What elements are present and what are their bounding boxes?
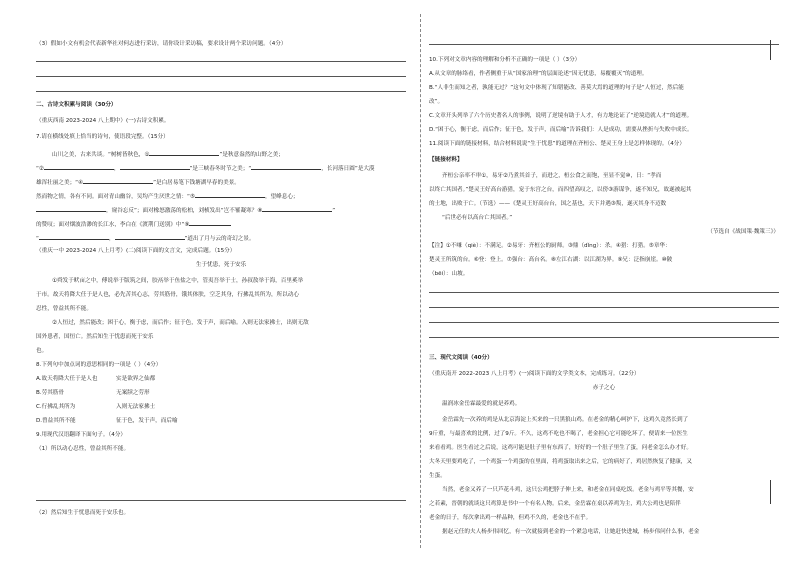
link-line: 的土地，出败于亡。（节选）——《楚灵王好高台台，国之基也，天下并遇③叛，遂灭其身不迈数: [429, 201, 667, 207]
answer-line[interactable]: [429, 307, 779, 308]
annotation-line: 楚灵王所筑的台。⑥登：登上。⑦强台：高台名。⑧左江右湖：以江湖为界。⑨兄：泛指崩崖。⑩陂: [429, 257, 673, 263]
question-10-prompt: 10.下列对文章内容的理解和分析不正确的一项是（ ）（3分）: [429, 57, 581, 63]
fill-blank[interactable]: [44, 163, 114, 170]
question-11-prompt: 11.阅读下面的链接材料，结合材料说说“生于忧患”的道理在齐桓公、楚灵王身上是怎样体现的。（4分）: [429, 141, 685, 147]
link-line: 以终亡其国者。”楚灵王好高台游猎，宠于东宫之台，而四望高叹之，以傍③游谋争，遂不知兄，故遂被起其: [429, 187, 692, 193]
passage-line: 当然，老金又养了一只芦花斗鸡，这只公鸡把脖子伸上来，和老金在同桌吃饭。老金与鸡平等其餐，安: [442, 487, 694, 493]
fill-blank[interactable]: [115, 233, 185, 240]
passage-line: 生蛋。: [429, 473, 446, 479]
fill-blank[interactable]: [251, 163, 321, 170]
question-9-item-1: （1）所以动心忍性，曾益其所不能。: [36, 446, 130, 452]
annotation-line: 【注】①不嗛（qiè）：不满足。②易牙：齐桓公的厨师。③鼎（dǐng）：杀。④猎：打猎。⑤章华：: [429, 243, 671, 249]
question-8-prompt: 8.下列句中加点词的意思相同的一项是（ ）（4分）: [36, 362, 162, 368]
choice-a[interactable]: A.从文章的脉络看，作者侧重于从“国家治理”的层面论述“因无忧患，易覆覆灭”的道理。: [429, 71, 648, 77]
passage-line: 9斤重，与最喜欢的比例，过了9斤。不久，这鸡不吃也不喝了，老金担心它可能吃坏了，便请来一位医生: [429, 431, 688, 437]
link-line: “后世必有以高台亡其国者。”: [442, 215, 513, 221]
answer-line[interactable]: [36, 500, 406, 501]
choice-d[interactable]: D.“困于心，衡于虑，而后作；征于色，发于声，而后喻”告诉我们：人是成功，需要从挫折与失败中成长。: [429, 127, 693, 133]
passage-line: 忍性，曾益其所不能。: [36, 306, 92, 312]
passage-line: 之若素，晋朝的就谈这只鸡算是书中一个有名人物。后来，金岳霖在桌以养鸡为主，鸡大公鸡也是陪伴: [429, 501, 681, 507]
margin-mark: [770, 480, 771, 504]
answer-line[interactable]: [429, 44, 779, 45]
poem-fill-line: “ ， ”道出了月与云的奇幻之景。: [36, 233, 255, 243]
choice-a-pair: 实是欲界之仙都: [116, 376, 156, 382]
choice-c[interactable]: C.行拂乱其所为: [36, 404, 76, 410]
fill-blank[interactable]: [149, 149, 219, 156]
question-9-item-2: （2）然后知生于忧患而死于安乐也。: [36, 510, 130, 516]
passage-line: 来看看鸡。医生看过之后说，这鸡可能是肚子里有东西了，好好的一个肚子里生了蛋，问老金怎么办才好。: [429, 445, 692, 451]
answer-line[interactable]: [429, 322, 779, 323]
section-3-heading: 三、现代文阅读（40分）: [429, 355, 493, 361]
choice-a[interactable]: A.故天将降大任于是人也: [36, 376, 98, 382]
choice-c-pair: 入则无法家拂士: [116, 404, 156, 410]
source-note: （重庆一中 2023-2024 八上月考）(二)阅读下面的文言文，完成后题。（15分）: [36, 248, 236, 254]
answer-line[interactable]: [429, 337, 779, 338]
passage-line: 金岳霖先一次养的鸡是从北京海淀上买来的一只黑狼山鸡。在老金的精心呵护下，这鸡久竟然长到了: [442, 417, 689, 423]
passage-line: 大冬天里要鸡吃了，一个鸡蛋一个鸡蛋的在里面，将鸡蛋取出来之后，它的病好了，鸡居然恢复了健康，又: [429, 459, 692, 465]
choice-b[interactable]: B.“人非生而知之者，孰能无过？”这句文中体现了知错能改、善莫大焉的道理的句子是“人恒过，然后能: [429, 85, 684, 91]
answer-line[interactable]: [36, 91, 406, 92]
choice-b-pair: 无案牍之劳形: [116, 390, 150, 396]
poem-fill-line: 的赞叹；面对烟波浩渺的长江水，李白在《渡荆门送别》中“⑨: [36, 219, 231, 229]
fill-blank[interactable]: [120, 163, 190, 170]
poem-fill-line: 然而物之情，各有不同。面对青山幽谷，吴均产生厌世之情：“⑤ ，望峰息心；: [36, 191, 299, 201]
source-citation: （节选自《战国策·魏策三》）: [707, 229, 779, 235]
poem-fill-line: ，窥谷忘反”；面对橡怒激荡的松柏，刘桢发出“岂不罹凝寒？⑧ ”: [36, 205, 335, 215]
fill-blank[interactable]: [36, 205, 106, 212]
section-2-heading: 二、古诗文积累与阅读（30分）: [36, 102, 117, 108]
passage-line: 据赵元任的夫人杨步伟回忆，有一次就接到老金的一个紧急电话，让她赶快进城，杨步伟问什么事，老金: [442, 529, 700, 535]
link-line: 齐桓公亲率不审①，易牙②乃煮其首子，而进之，桓公食之而饱，至显不觉⑩，日：“孝而: [442, 173, 662, 179]
poem-fill-line: 雄浑壮丽之美；“④ ”是白居易笔下钱塘湖早春的美景。: [36, 177, 240, 187]
poem-fill-line: “② ， ”是三峡春冬时节之美；“ ，长河落日圆”是大漠: [36, 163, 375, 173]
poem-fill-line: 山川之美，古来共谈。“树树皆秋色，① ”是秋意盎然的山野之美；: [52, 149, 284, 159]
fill-blank[interactable]: [189, 219, 231, 226]
fill-blank[interactable]: [39, 233, 109, 240]
passage-title: 生于忧患，死于安乐: [195, 262, 247, 268]
question-5-prompt: （3）假如小文有机会代表新华社对何志进行采访，请你设计采访稿，要求设计两个采访问题。（4分）: [36, 41, 287, 47]
passage-title: 赤子之心: [592, 385, 616, 391]
question-7-prompt: 7.请在横线处填上恰当的诗句，使语段完整。（15分）: [36, 134, 169, 140]
source-note: （重庆南开 2022-2023 八上月考）(一)阅读下面的文学类文本，完成练习。（22分）: [429, 371, 640, 377]
source-note: （重庆西南 2023-2024 八上期中）(一)古诗文积累。: [36, 118, 170, 124]
passage-line: ②人恒过，然后能改；困于心，衡于虑，而后作；征于色，发于声，而后喻。入则无法家拂士，出则无敌: [52, 320, 309, 326]
answer-line[interactable]: [429, 292, 779, 293]
fill-blank[interactable]: [262, 205, 332, 212]
passage-line: ①舜发于畎亩之中，傅说举于版筑之间，胶鬲举于鱼盐之中，管夷吾举于士，孙叔敖举于海，百里奚举: [52, 278, 304, 284]
annotation-line: （bēi）：山坡。: [429, 271, 469, 277]
fill-blank[interactable]: [195, 191, 265, 198]
question-9-prompt: 9.用现代汉语翻译下面句子。（4分）: [36, 432, 127, 438]
passage-line: 于市。故天将降大任于是人也，必先苦其心志，劳其筋骨，饿其体肤，空乏其身，行拂乱其所为，所以动心: [36, 292, 299, 298]
passage-line: 也。: [36, 348, 48, 354]
link-material-label: 【链接材料】: [429, 157, 463, 163]
choice-b-cont: 改”。: [429, 99, 444, 105]
fill-blank[interactable]: [83, 177, 153, 184]
passage-line: 温润冰金岳霖最爱的就是养鸡。: [442, 401, 521, 407]
choice-b[interactable]: B.劳其筋骨: [36, 390, 64, 396]
passage-line: 老金的日子，每次拿出鸡一样品种，但鸡不久的，老金也不在乎。: [429, 515, 592, 521]
choice-d[interactable]: D.曾益其所不能: [36, 418, 76, 424]
passage-line: 国外患者，国恒亡。然后知生于忧患而死于安乐: [36, 334, 154, 340]
right-page: [420, 0, 794, 562]
choice-d-pair: 征于色，发于声，而后喻: [116, 418, 178, 424]
answer-line[interactable]: [36, 76, 406, 77]
choice-c[interactable]: C.文章开头列举了六个历史著名人的事例，说明了逆境有助于人才，有力地论证了“逆境造就人才”的道理。: [429, 113, 693, 119]
margin-mark: [770, 40, 771, 60]
answer-line[interactable]: [36, 61, 406, 62]
